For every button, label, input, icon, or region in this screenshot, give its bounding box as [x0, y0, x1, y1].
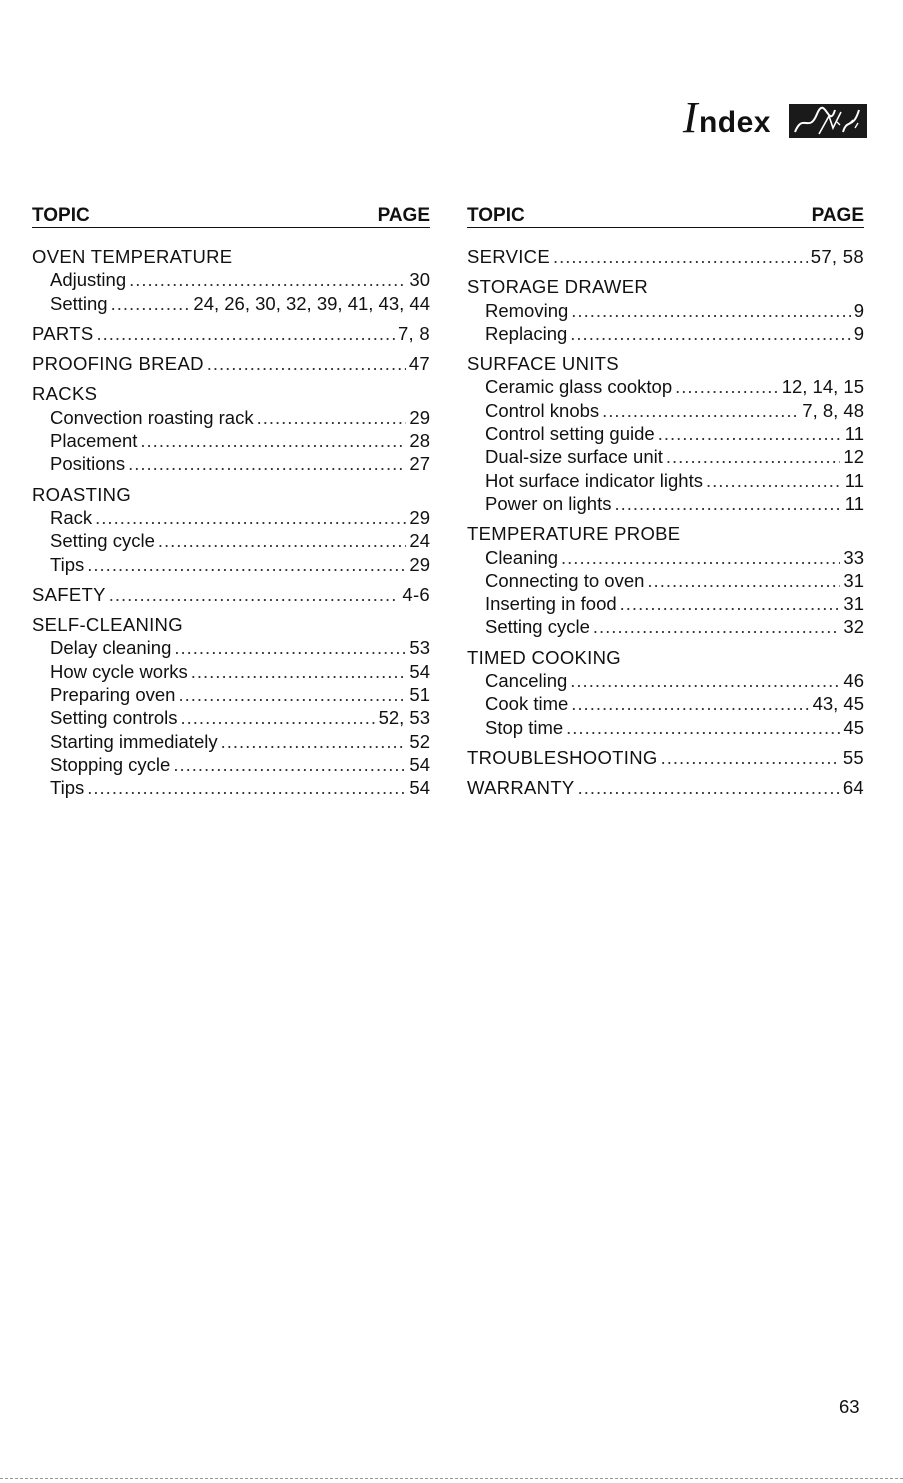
topic-heading: [467, 245, 864, 268]
subtopic-entry-page: 43, 45: [812, 693, 864, 715]
bottom-divider: [0, 1478, 903, 1479]
subtopic-entry-label: Canceling: [485, 670, 568, 692]
dot-leader: [675, 375, 779, 398]
dot-leader: [173, 753, 406, 776]
index-topic: [32, 322, 430, 345]
dot-leader: [111, 292, 191, 315]
subtopic-entry-page: 31: [843, 593, 864, 615]
page-title-initial: I: [682, 93, 698, 142]
topic-heading-page: 47: [408, 353, 430, 375]
subtopic-entry: [32, 452, 430, 475]
topic-heading-label: SAFETY: [32, 583, 106, 605]
topic-heading: [32, 352, 430, 375]
index-list: [32, 245, 430, 800]
subtopic-entry-label: Connecting to oven: [485, 569, 645, 591]
topic-heading: [467, 646, 864, 669]
subtopic-entry-page: 9: [853, 299, 864, 321]
subtopic-entry: [32, 706, 430, 729]
subtopic-entry: [32, 753, 430, 776]
topic-column-label: TOPIC: [467, 205, 525, 226]
subtopic-entry-page: 9: [853, 322, 864, 344]
subtopic-entry-label: Convection roasting rack: [50, 406, 254, 428]
subtopic-entry-page: 45: [843, 716, 864, 738]
subtopic-entry: [32, 506, 430, 529]
page-title-rest: ndex: [698, 106, 771, 139]
subtopic-entry-label: Positions: [50, 453, 126, 475]
dot-leader: [178, 683, 406, 706]
subtopic-entry: [467, 669, 864, 692]
page-column-label: PAGE: [377, 205, 430, 226]
dot-leader: [614, 492, 841, 515]
topic-heading: [32, 245, 430, 268]
index-topic: [467, 522, 864, 638]
topic-heading-page: 7, 8: [397, 322, 430, 344]
subtopic-entry-label: Control setting guide: [485, 423, 655, 445]
topic-heading: [32, 613, 430, 636]
dot-leader: [571, 299, 850, 322]
subtopic-entry-page: 29: [409, 553, 430, 575]
subtopic-entry: [467, 492, 864, 515]
subtopic-entry-label: Replacing: [485, 322, 568, 344]
dot-leader: [95, 506, 406, 529]
subtopic-entry: [467, 716, 864, 739]
dot-leader: [191, 660, 407, 683]
topic-heading-label: WARRANTY: [467, 777, 575, 799]
subtopic-entry-label: Dual-size surface unit: [485, 446, 663, 468]
subtopic-entry: [32, 660, 430, 683]
subtopic-entry-page: 27: [409, 453, 430, 475]
subtopic-entry-page: 11: [844, 469, 864, 491]
subtopic-entry-page: 7, 8, 48: [802, 399, 864, 421]
subtopic-entry-page: 46: [843, 670, 864, 692]
subtopic-entry-page: 54: [409, 753, 430, 775]
topic-heading-page: 4-6: [402, 583, 430, 605]
dot-leader: [578, 776, 840, 799]
index-topic: [32, 382, 430, 475]
dot-leader: [658, 422, 842, 445]
topic-heading-page: 64: [842, 777, 864, 799]
dot-leader: [129, 268, 406, 291]
dot-leader: [571, 692, 809, 715]
subtopic-entry-label: Delay cleaning: [50, 637, 172, 659]
index-topic: [467, 746, 864, 769]
subtopic-entry-label: Setting: [50, 292, 108, 314]
subtopic-entry-label: How cycle works: [50, 660, 188, 682]
dot-leader: [257, 406, 407, 429]
dot-leader: [181, 706, 376, 729]
subtopic-entry: [32, 406, 430, 429]
page-column-label: PAGE: [811, 205, 864, 226]
page-title: [682, 93, 771, 142]
topic-heading-label: TIMED COOKING: [467, 646, 621, 668]
subtopic-entry: [32, 429, 430, 452]
subtopic-entry-label: Ceramic glass cooktop: [485, 376, 673, 398]
subtopic-entry: [32, 636, 430, 659]
dot-leader: [109, 583, 400, 606]
dot-leader: [593, 615, 841, 638]
topic-column-label: TOPIC: [32, 205, 90, 226]
index-column-left: [32, 205, 430, 800]
subtopic-entry-label: Control knobs: [485, 399, 600, 421]
subtopic-entry: [467, 375, 864, 398]
subtopic-entry-label: Removing: [485, 299, 569, 321]
topic-heading: [32, 583, 430, 606]
dot-leader: [666, 445, 841, 468]
topic-heading: [32, 382, 430, 405]
subtopic-entry-label: Tips: [50, 553, 85, 575]
topic-heading: [467, 776, 864, 799]
dot-leader: [174, 636, 406, 659]
subtopic-entry: [467, 422, 864, 445]
index-topic: [32, 352, 430, 375]
subtopic-entry-page: 24: [409, 530, 430, 552]
topic-heading-label: PARTS: [32, 322, 94, 344]
subtopic-entry-page: 33: [843, 546, 864, 568]
subtopic-entry-label: Hot surface indicator lights: [485, 469, 703, 491]
topic-heading-label: RACKS: [32, 383, 98, 405]
dot-leader: [566, 716, 840, 739]
subtopic-entry-label: Tips: [50, 777, 85, 799]
subtopic-entry-page: 54: [409, 777, 430, 799]
topic-heading-label: SURFACE UNITS: [467, 353, 619, 375]
topic-heading-label: TEMPERATURE PROBE: [467, 523, 681, 545]
topic-heading: [32, 483, 430, 506]
dot-leader: [87, 553, 406, 576]
page-header: [682, 93, 867, 142]
dot-leader: [570, 322, 850, 345]
dot-leader: [553, 245, 808, 268]
dot-leader: [706, 469, 842, 492]
topic-heading-label: OVEN TEMPERATURE: [32, 246, 233, 267]
subtopic-entry-page: 29: [409, 406, 430, 428]
subtopic-entry-label: Adjusting: [50, 269, 127, 291]
dot-leader: [602, 399, 799, 422]
dot-leader: [661, 746, 840, 769]
subtopic-entry-page: 11: [844, 423, 864, 445]
subtopic-entry-page: 29: [409, 506, 430, 528]
topic-heading: [467, 522, 864, 545]
topic-heading-label: SERVICE: [467, 246, 550, 267]
subtopic-entry-page: 11: [844, 492, 864, 514]
column-header: [467, 205, 864, 228]
subtopic-entry-label: Cleaning: [485, 546, 559, 568]
subtopic-entry: [467, 569, 864, 592]
dot-leader: [128, 452, 406, 475]
subtopic-entry-page: 54: [409, 660, 430, 682]
subtopic-entry-label: Rack: [50, 506, 93, 528]
index-topic: [467, 776, 864, 799]
topic-heading-label: STORAGE DRAWER: [467, 276, 648, 298]
subtopic-entry: [467, 445, 864, 468]
subtopic-entry: [467, 299, 864, 322]
dot-leader: [207, 352, 406, 375]
decorative-pattern-icon: [789, 104, 867, 138]
index-list: [467, 245, 864, 800]
subtopic-entry-label: Preparing oven: [50, 684, 176, 706]
topic-heading-page: 55: [842, 746, 864, 768]
subtopic-entry: [467, 592, 864, 615]
dot-leader: [158, 529, 407, 552]
subtopic-entry: [32, 730, 430, 753]
dot-leader: [570, 669, 840, 692]
subtopic-entry: [467, 469, 864, 492]
topic-heading: [32, 322, 430, 345]
subtopic-entry: [32, 553, 430, 576]
subtopic-entry-page: 52, 53: [378, 707, 430, 729]
subtopic-entry: [467, 692, 864, 715]
index-topic: [467, 352, 864, 515]
subtopic-entry-label: Stop time: [485, 716, 564, 738]
subtopic-entry: [32, 268, 430, 291]
subtopic-entry-page: 32: [843, 616, 864, 638]
subtopic-entry: [32, 683, 430, 706]
topic-heading-label: SELF-CLEANING: [32, 614, 183, 636]
dot-leader: [647, 569, 840, 592]
dot-leader: [620, 592, 841, 615]
index-topic: [467, 275, 864, 345]
subtopic-entry-label: Power on lights: [485, 492, 612, 514]
index-topic: [32, 245, 430, 315]
topic-heading-page: 57, 58: [810, 246, 864, 267]
subtopic-entry-page: 12, 14, 15: [781, 376, 864, 398]
subtopic-entry-page: 31: [843, 569, 864, 591]
dot-leader: [561, 546, 840, 569]
subtopic-entry: [467, 399, 864, 422]
subtopic-entry-label: Inserting in food: [485, 593, 617, 615]
subtopic-entry: [467, 546, 864, 569]
subtopic-entry-label: Placement: [50, 430, 138, 452]
subtopic-entry-label: Stopping cycle: [50, 753, 171, 775]
subtopic-entry-label: Setting cycle: [485, 616, 590, 638]
index-topic: [32, 613, 430, 799]
subtopic-entry-label: Starting immediately: [50, 730, 218, 752]
subtopic-entry: [32, 529, 430, 552]
subtopic-entry-page: 52: [409, 730, 430, 752]
subtopic-entry-page: 51: [409, 684, 430, 706]
dot-leader: [87, 776, 406, 799]
topic-heading-label: TROUBLESHOOTING: [467, 746, 658, 768]
column-header: [32, 205, 430, 228]
index-topic: [32, 583, 430, 606]
subtopic-entry-page: 53: [409, 637, 430, 659]
topic-heading-label: PROOFING BREAD: [32, 353, 204, 375]
topic-heading: [467, 746, 864, 769]
topic-heading-label: ROASTING: [32, 483, 132, 505]
subtopic-entry-label: Cook time: [485, 693, 569, 715]
index-topic: [467, 646, 864, 739]
index-topic: [467, 245, 864, 268]
subtopic-entry-label: Setting cycle: [50, 530, 155, 552]
subtopic-entry-page: 28: [409, 430, 430, 452]
dot-leader: [140, 429, 406, 452]
subtopic-entry: [467, 322, 864, 345]
index-topic: [32, 483, 430, 576]
dot-leader: [221, 730, 407, 753]
topic-heading: [467, 275, 864, 298]
dot-leader: [96, 322, 394, 345]
subtopic-entry-page: 12: [843, 446, 864, 468]
subtopic-entry: [32, 292, 430, 315]
subtopic-entry-label: Setting controls: [50, 707, 178, 729]
subtopic-entry-page: 30: [409, 269, 430, 291]
index-column-right: [467, 205, 864, 800]
topic-heading: [467, 352, 864, 375]
subtopic-entry: [467, 615, 864, 638]
subtopic-entry: [32, 776, 430, 799]
page-number: 63: [839, 1396, 860, 1417]
subtopic-entry-page: 24, 26, 30, 32, 39, 41, 43, 44: [193, 292, 430, 314]
